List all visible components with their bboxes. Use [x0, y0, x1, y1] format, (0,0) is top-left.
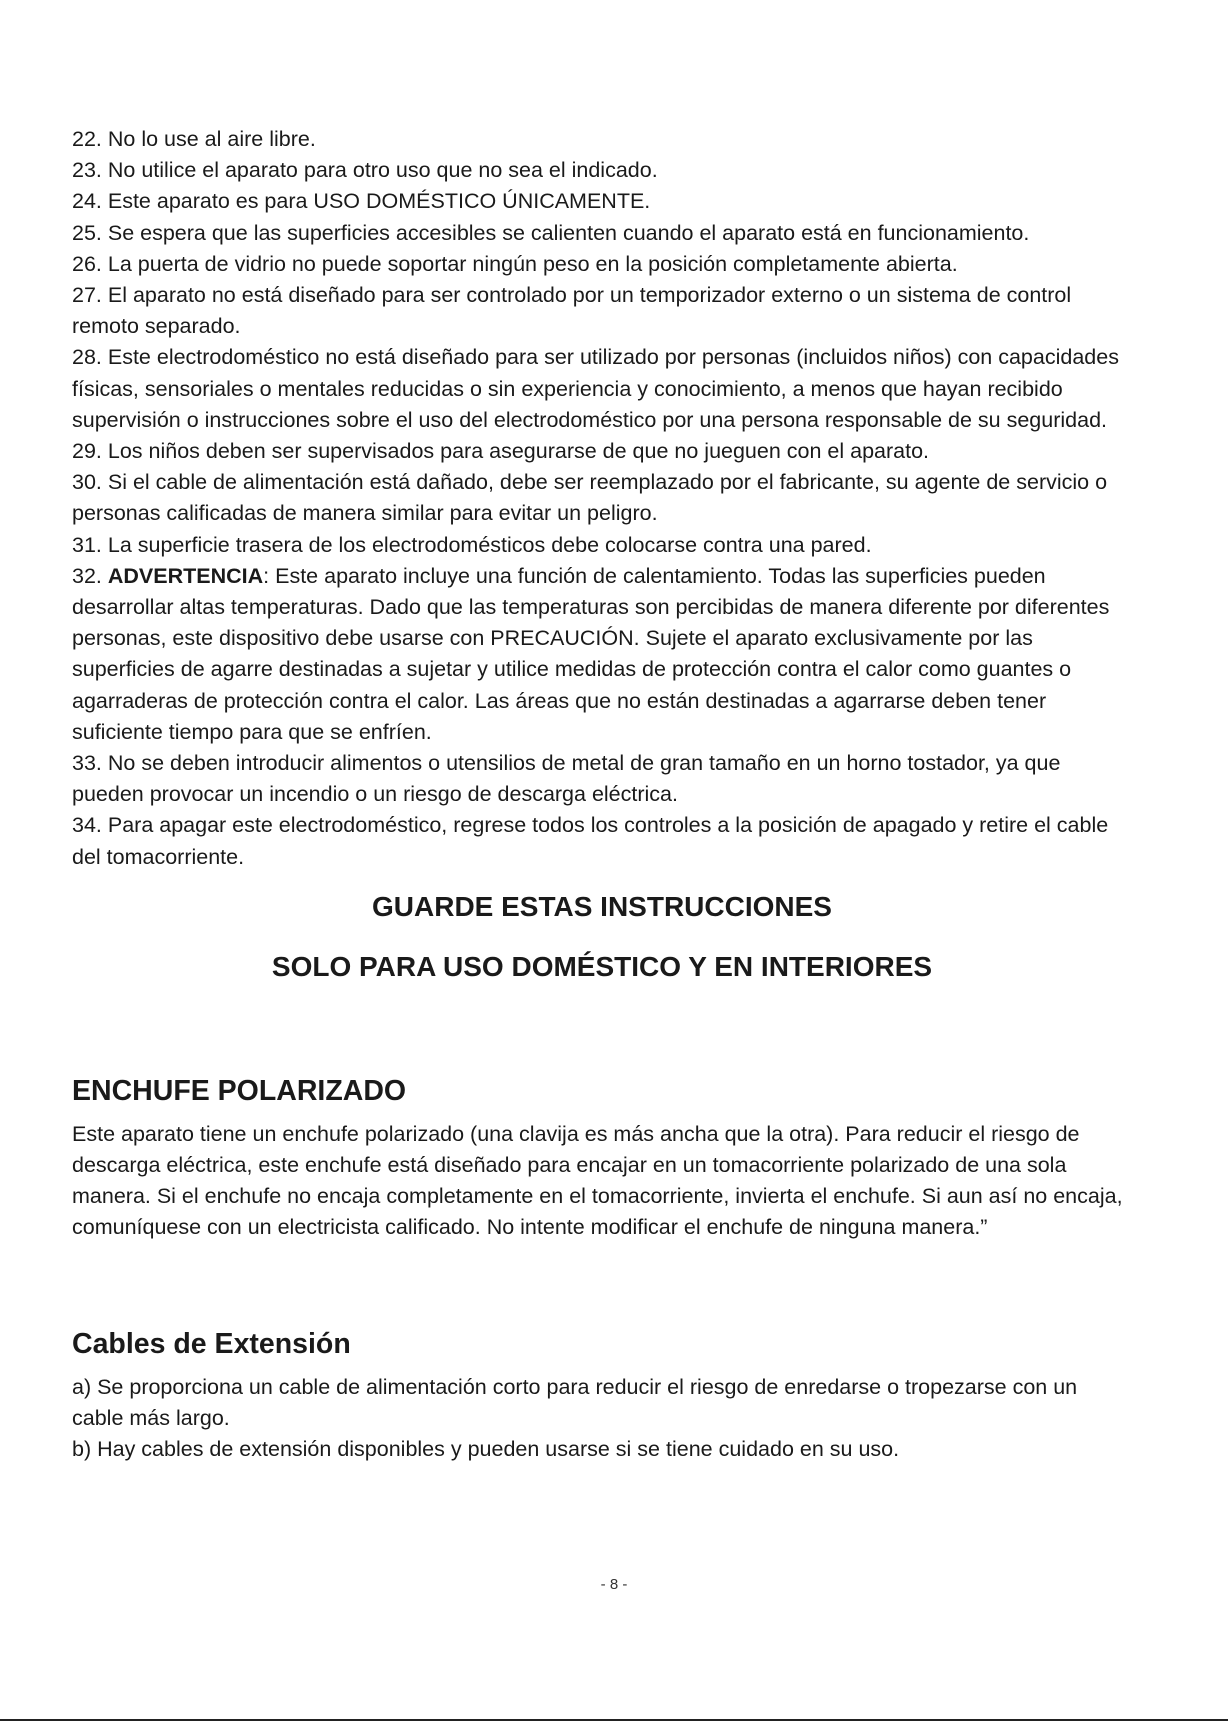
extension-item-a: a) Se proporciona un cable de alimentación corto para reducir el riesgo de enredarse o tropezarse con un cable más largo. [72, 1374, 1078, 1430]
list-item: 31. La superficie trasera de los electrodomésticos debe colocarse contra una pared. [72, 532, 872, 557]
save-instructions-heading: GUARDE ESTAS INSTRUCCIONES [372, 890, 832, 922]
warning-label: ADVERTENCIA [107, 563, 264, 588]
polarized-plug-body: Este aparato tiene un enchufe polarizado (una clavija es más ancha que la otra). Para reducir el riesgo de descarga eléctrica, este enchufe está diseñado para encajar en un tomacorriente polarizado de una sola manera. Si el enchufe no encaja completamente en el tomacorriente, invierta el enchufe. Si aun así no encaja, comuníquese con un electricista calificado. No intente modificar el enchufe de ninguna manera.” [72, 1121, 1123, 1240]
list-item: 26. La puerta de vidrio no puede soportar ningún peso en la posición completamente abierta. [72, 251, 958, 276]
extension-cords-title: Cables de Extensión [72, 1327, 351, 1360]
document-page [72, 124, 1132, 1465]
warning-text: : Este aparato incluye una función de calentamiento. Todas las superficies pueden desarrollar altas temperaturas. Dado que las temperaturas son percibidas de manera diferente por diferentes personas, este dispositivo debe usarse con PRECAUCIÓN. Sujete el aparato exclusivamente por las superficies de agarre destinadas a sujetar y utilice medidas de protección contra el calor como guantes o agarraderas de protección contra el calor. Las áreas que no están destinadas a agarrarse deben tener suficiente tiempo para que se enfríen. [72, 563, 1110, 744]
safety-instructions-list [72, 124, 1132, 873]
list-item: 29. Los niños deben ser supervisados para asegurarse de que no jueguen con el aparato. [72, 439, 930, 464]
list-item: 27. El aparato no está diseñado para ser controlado por un temporizador externo o un sistema de control remoto separado. [72, 283, 1072, 339]
list-item: 23. No utilice el aparato para otro uso que no sea el indicado. [72, 158, 658, 183]
list-item: 22. No lo use al aire libre. [72, 127, 316, 151]
list-item: 34. Para apagar este electrodoméstico, regrese todos los controles a la posición de apagado y retire el cable del tomacorriente. [72, 813, 1109, 869]
list-item: 30. Si el cable de alimentación está dañado, debe ser reemplazado por el fabricante, su agente de servicio o personas calificadas de manera similar para evitar un peligro. [72, 470, 1108, 526]
list-item: 24. Este aparato es para USO DOMÉSTICO ÚNICAMENTE. [72, 189, 651, 214]
extension-item-b: b) Hay cables de extensión disponibles y pueden usarse si se tiene cuidado en su uso. [72, 1437, 900, 1462]
list-item-warning [72, 561, 1132, 748]
list-item: 25. Se espera que las superficies accesibles se calienten cuando el aparato está en funcionamiento. [72, 220, 1030, 245]
page-number: - 8 - [600, 1576, 628, 1593]
list-item-number: 32. [72, 563, 102, 588]
list-item: 33. No se deben introducir alimentos o utensilios de metal de gran tamaño en un horno tostador, ya que pueden provocar un incendio o un riesgo de descarga eléctrica. [72, 751, 1061, 807]
household-indoor-heading: SOLO PARA USO DOMÉSTICO Y EN INTERIORES [271, 950, 933, 982]
polarized-plug-title: ENCHUFE POLARIZADO [72, 1074, 407, 1107]
list-item: 28. Este electrodoméstico no está diseñado para ser utilizado por personas (incluidos niños) con capacidades físicas, sensoriales o mentales reducidas o sin experiencia y conocimiento, a menos que hayan recibido supervisión o instrucciones sobre el uso del electrodoméstico por una persona responsable de su seguridad. [72, 345, 1119, 432]
